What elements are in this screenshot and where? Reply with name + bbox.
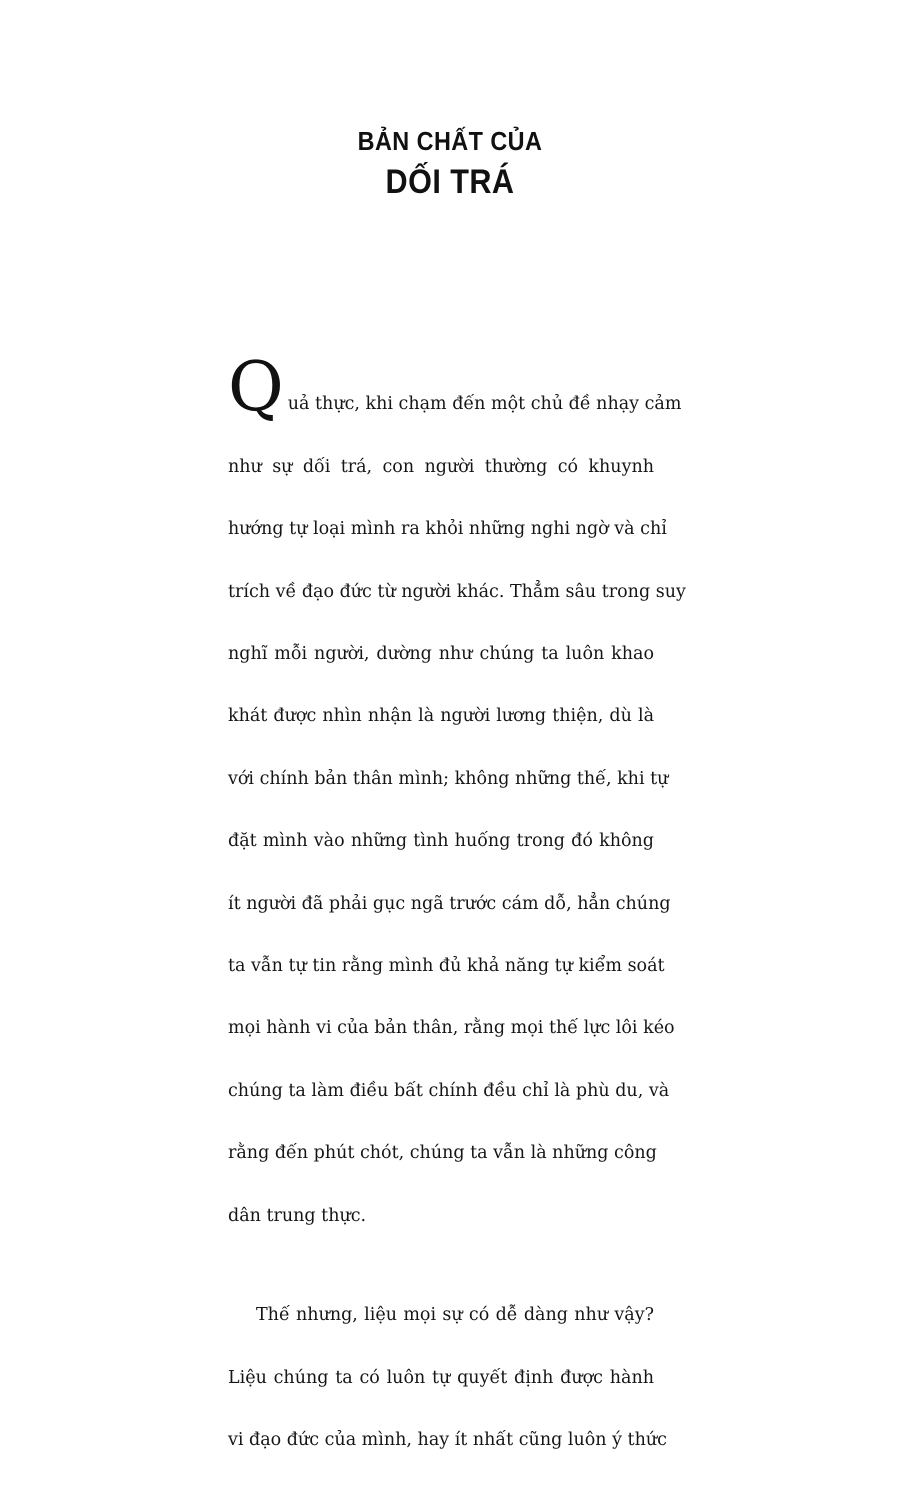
text-line: Thế nhưng, liệu mọi sự có dễ dàng như vậy? [256, 1305, 654, 1326]
text-line: uả thực, khi chạm đến một chủ đề nhạy cảm [287, 394, 682, 415]
paragraph-2 [228, 1269, 667, 1487]
text-line: ta vẫn tự tin rằng mình đủ khả năng tự kiểm soát [228, 956, 665, 977]
text-line: nghĩ mỗi người, dường như chúng ta luôn khao [228, 644, 654, 665]
text-line: mọi hành vi của bản thân, rằng mọi thế lực lôi kéo [228, 1018, 675, 1039]
chapter-title-line1: BẢN CHẤT CỦA [357, 126, 543, 156]
text-line: hướng tự loại mình ra khỏi những nghi ngờ và chỉ [228, 519, 667, 540]
chapter-body [228, 327, 686, 1488]
text-line: vi đạo đức của mình, hay ít nhất cũng luôn ý thức [228, 1430, 667, 1451]
text-line: như sự dối trá, con người thường có khuynh [228, 456, 654, 477]
text-line: Liệu chúng ta có luôn tự quyết định được hành [228, 1367, 654, 1388]
chapter-title [0, 122, 900, 204]
paragraph-1 [228, 327, 686, 1263]
text-line: khát được nhìn nhận là người lương thiện, dù là [228, 706, 654, 727]
text-line: chúng ta làm điều bất chính đều chỉ là phù du, và [228, 1080, 670, 1101]
text-line: với chính bản thân mình; không những thế, khi tự [228, 768, 669, 789]
text-line: dân trung thực. [228, 1205, 367, 1226]
text-line: rằng đến phút chót, chúng ta vẫn là những công [228, 1143, 657, 1164]
text-line: ít người đã phải gục ngã trước cám dỗ, hẳn chúng [228, 893, 671, 914]
text-line: trích về đạo đức từ người khác. Thẳm sâu trong suy [228, 581, 686, 602]
text-line: đặt mình vào những tình huống trong đó không [228, 831, 654, 852]
drop-cap: Q [228, 348, 284, 428]
chapter-title-line2: DỐI TRÁ [385, 163, 515, 201]
